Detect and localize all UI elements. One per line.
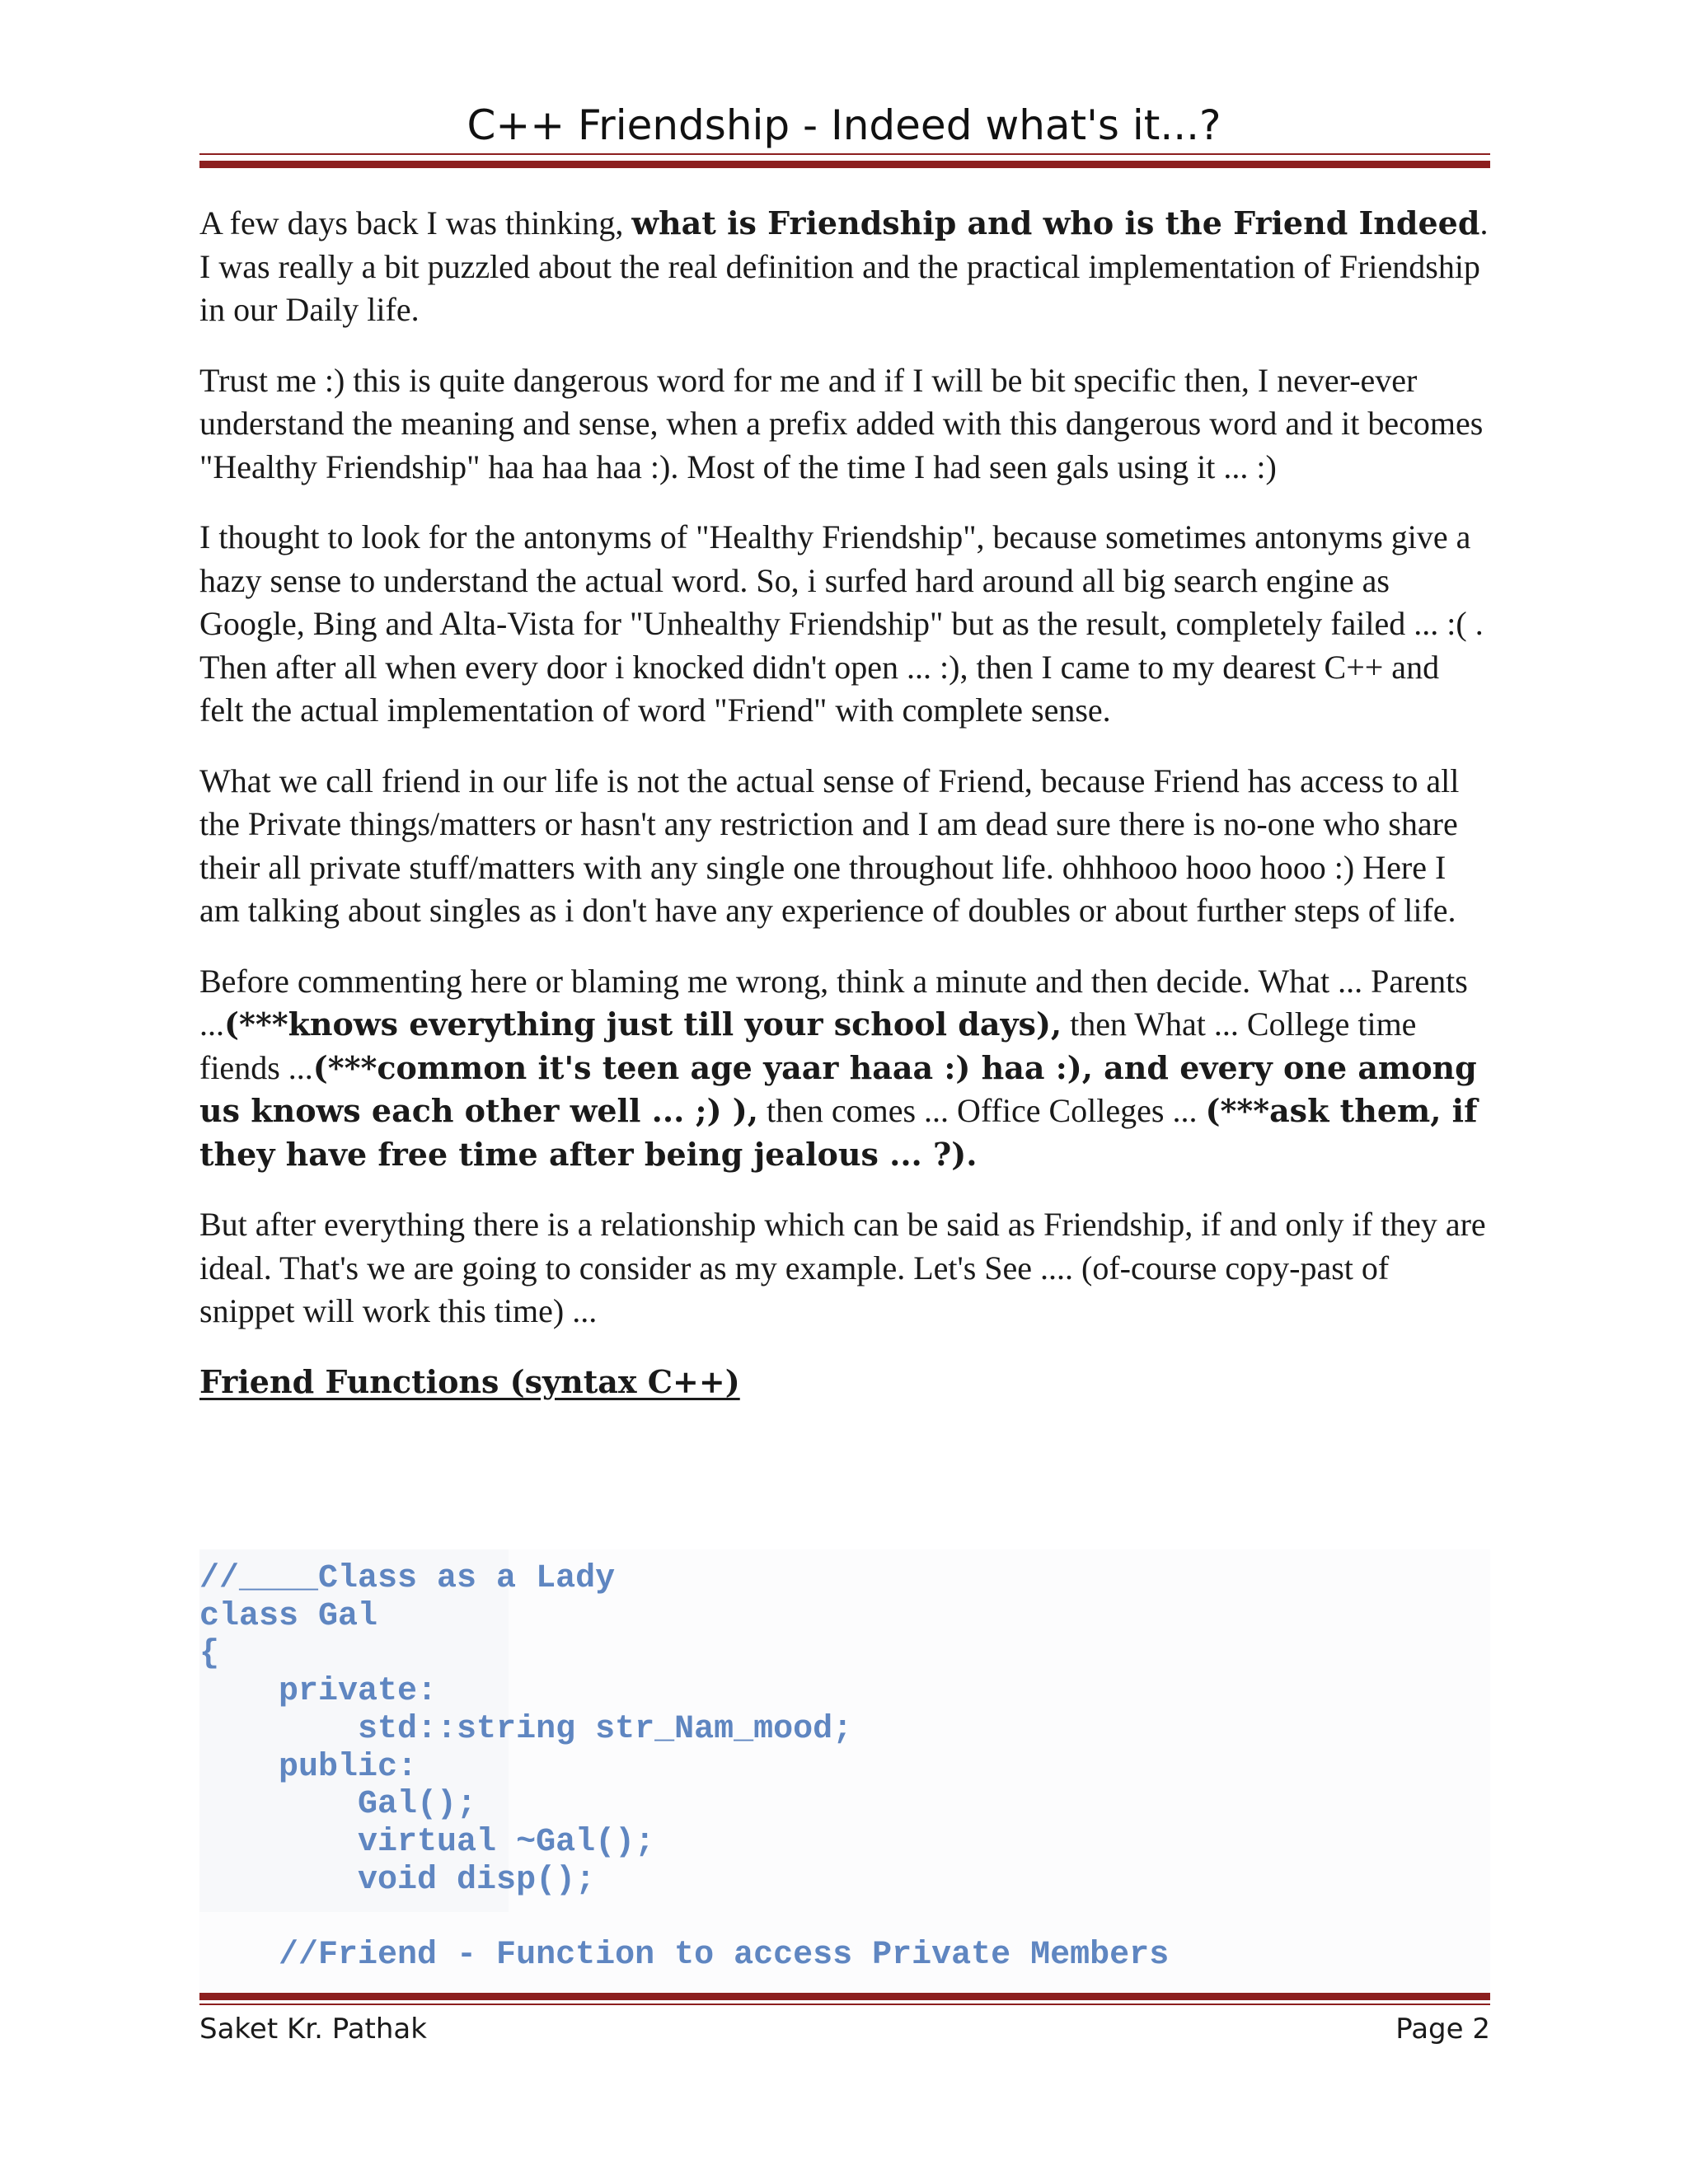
code-line: std::string str_Nam_mood; — [199, 1710, 853, 1748]
section-heading: Friend Functions (syntax C++) — [199, 1362, 740, 1400]
paragraph-5-text-e: then comes ... Office Colleges ... — [758, 1092, 1206, 1129]
code-line: void disp(); — [199, 1861, 596, 1899]
code-line: //____Class as a Lady — [199, 1560, 616, 1597]
footer-author: Saket Kr. Pathak — [199, 2013, 427, 2046]
code-line: class Gal — [199, 1597, 378, 1635]
paragraph-5-text-a: Before commenting here or blaming me wrong, think a minute and then decide. What ... Parents ... — [199, 962, 1468, 1043]
paragraph-1 — [199, 202, 1490, 332]
footer-rule-thin — [199, 2004, 1490, 2005]
paragraph-5-bold-b: (***knows everything just till your school days), — [224, 1005, 1062, 1043]
article-body — [199, 202, 1490, 1420]
paragraph-1-bold: what is Friendship and who is the Friend Indeed — [631, 204, 1480, 241]
footer-rule-thick — [199, 1993, 1490, 2000]
code-line: //Friend - Function to access Private Members — [199, 1937, 1170, 1974]
paragraph-5-bold-f: (***ask them, if they have free time after being jealous ... ?). — [199, 1092, 1478, 1173]
code-line: public: — [199, 1748, 418, 1786]
code-line: Gal(); — [199, 1786, 477, 1824]
paragraph-5-text-c: then What ... College time fiends ... — [199, 1005, 1417, 1086]
paragraph-1-text-a: A few days back I was thinking, — [199, 204, 632, 241]
paragraph-5-bold-d: (***common it's teen age yaar haaa :) haa :), and every one among us knows each other well ... ;) ), — [199, 1048, 1477, 1129]
footer-page-number: Page 2 — [1395, 2013, 1490, 2046]
paragraph-2: Trust me :) this is quite dangerous word for me and if I will be bit specific then, I never-ever understand the meaning and sense, when a prefix added with this dangerous word and it becomes "Healthy Friendship" haa haa haa :). Most of the time I had seen gals using it ... :) — [199, 361, 1484, 485]
header-rule-thick — [199, 161, 1490, 168]
code-line: private: — [199, 1673, 438, 1711]
code-line: virtual ~Gal(); — [199, 1823, 655, 1861]
paragraph-5 — [199, 960, 1490, 1177]
header-rule-thin — [199, 153, 1490, 155]
page-title: C++ Friendship - Indeed what's it...? — [467, 101, 1221, 149]
paragraph-1-text-c: . I was really a bit puzzled about the real definition and the practical implementation of Friendship in our Daily life. — [199, 204, 1489, 328]
paragraph-6: But after everything there is a relationship which can be said as Friendship, if and only if they are ideal. That's we are going to consider as my example. Let's See .... (of-course copy-past of snippet will work this time) ... — [199, 1206, 1486, 1329]
code-line: { — [199, 1635, 220, 1673]
paragraph-4: What we call friend in our life is not the actual sense of Friend, because Friend has access to all the Private things/matters or hasn't any restriction and I am dead sure there is no-one who share their all private stuff/matters with any single one throughout life. ohhhooo hooo hooo :) Here I am talking about singles as i don't have any experience of doubles or about further steps of life. — [199, 762, 1460, 929]
paragraph-3: I thought to look for the antonyms of "Healthy Friendship", because sometimes antonyms give a hazy sense to understand the actual word. So, i surfed hard around all big search engine as Google, Bing and Alta-Vista for "Unhealthy Friendship" but as the result, completely failed ... :( . Then after all when every door i knocked didn't open ... :), then I came to my dearest C++ and felt the actual implementation of word "Friend" with complete sense. — [199, 518, 1484, 729]
